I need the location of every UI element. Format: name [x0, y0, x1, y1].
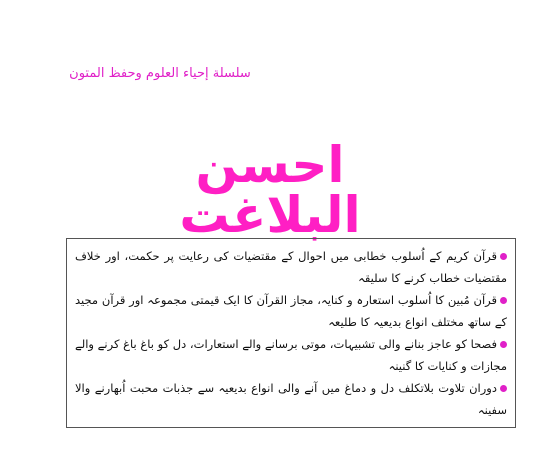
book-title: احسن البلاغت [179, 136, 361, 244]
feature-text: فصحا کو عاجز بنانے والی تشبیہات، موتی برسانے والے استعارات، دل کو باغ باغ کرنے والے مجازات و کنایات کا گنینہ [75, 337, 507, 373]
bullet-icon [500, 341, 507, 348]
bullet-icon [500, 297, 507, 304]
feature-item [75, 333, 507, 377]
feature-item [75, 377, 507, 421]
features-box [66, 238, 516, 428]
feature-text: قرآن مُبین کا اُسلوب استعارہ و کنایہ، مجاز القرآن کا ایک قیمتی مجموعہ اور قرآن مجید کے ساتھ مختلف انواع بدیعیہ کا طلیعہ [75, 293, 507, 329]
series-name: سلسلة إحياء العلوم وحفظ المتون [69, 66, 251, 81]
feature-item [75, 289, 507, 333]
feature-text: قرآن کریم کے اُسلوب خطابی میں احوال کے مقتضیات کی رعایت پر حکمت، اور خلاف مقتضیات خطاب کرنے کا سلیقہ [75, 249, 507, 285]
bullet-icon [500, 385, 507, 392]
feature-item [75, 245, 507, 289]
feature-text: دوران تلاوت بلاتکلف دل و دماغ میں آنے والی انواع بدیعیہ سے جذبات محبت اُبھارنے والا سفینہ [75, 381, 507, 417]
bullet-icon [500, 253, 507, 260]
